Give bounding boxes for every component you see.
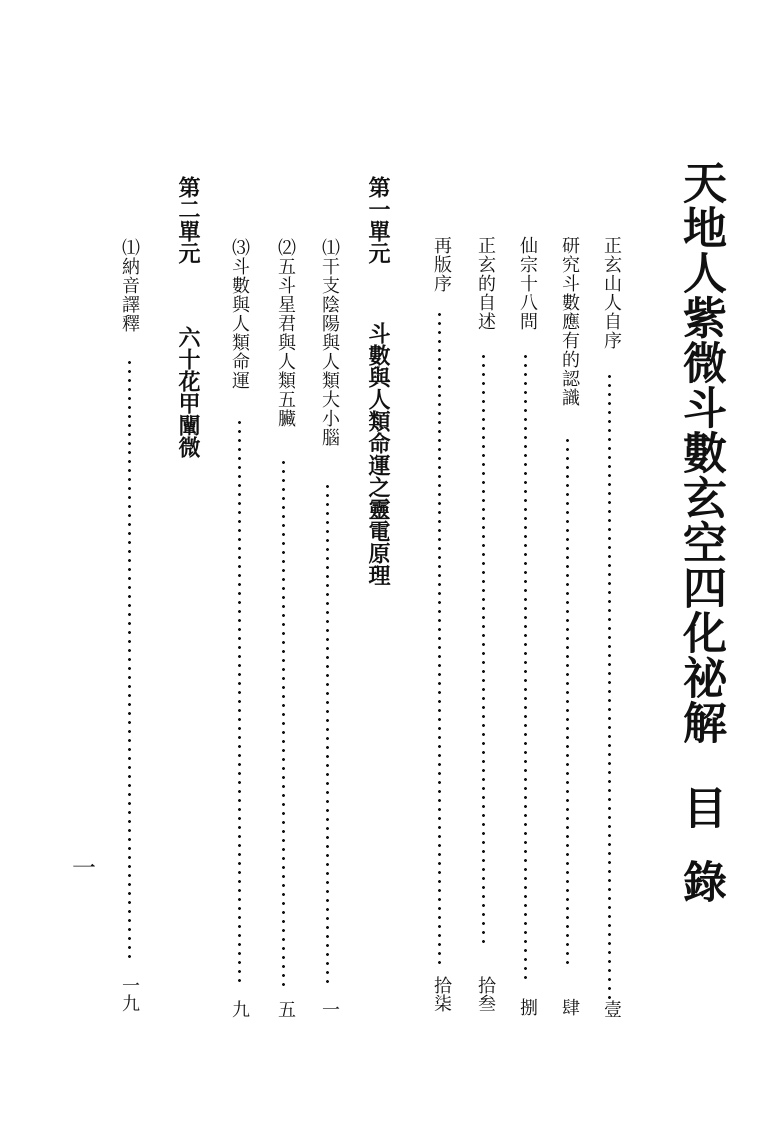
leader-dots [608, 372, 611, 1000]
unit-2-label: 第二單元 [175, 176, 200, 264]
entry-page-number: 壹 [601, 1000, 622, 1018]
entry-page-number: 九 [229, 1000, 250, 1018]
entry-page-number: 一九 [119, 976, 140, 1012]
entry-title: 正玄的自述 [475, 236, 496, 331]
unit-1-title: 斗數與人類命運之靈電原理 [365, 322, 390, 586]
leader-dots [566, 436, 569, 966]
entry-title: ⑴納音譯釋 [119, 238, 140, 333]
page-marker: 一 [72, 854, 96, 882]
unit-2-title: 六十花甲闡微 [175, 326, 200, 458]
entry-title: ⑴干支陰陽與人類大小腦 [319, 238, 340, 447]
leader-dots [438, 310, 441, 970]
book-title-text: 天地人紫微斗數玄空四化祕解 [675, 160, 726, 745]
toc-label: 目錄 [675, 785, 726, 933]
unit-1-label: 第一單元 [365, 176, 390, 264]
book-title [668, 160, 732, 933]
entry-page-number: 五 [275, 1000, 296, 1018]
entry-title: 研究斗數應有的認識 [559, 236, 580, 407]
entry-page-number: 拾叁 [475, 976, 496, 1012]
entry-page-number: 一 [319, 1000, 340, 1018]
entry-title: ⑵五斗星君與人類五臟 [275, 238, 296, 428]
leader-dots [524, 352, 527, 982]
leader-dots [326, 482, 329, 984]
entry-title: 再版序 [431, 236, 452, 293]
entry-title: 仙宗十八問 [517, 236, 538, 331]
entry-page-number: 拾柒 [431, 976, 452, 1012]
leader-dots [238, 418, 241, 986]
leader-dots [128, 358, 131, 958]
entry-page-number: 捌 [517, 998, 538, 1016]
leader-dots [482, 352, 485, 946]
entry-page-number: 肆 [559, 998, 580, 1016]
entry-title: 正玄山人自序 [601, 236, 622, 350]
entry-title: ⑶斗數與人類命運 [229, 238, 250, 390]
leader-dots [282, 458, 285, 986]
